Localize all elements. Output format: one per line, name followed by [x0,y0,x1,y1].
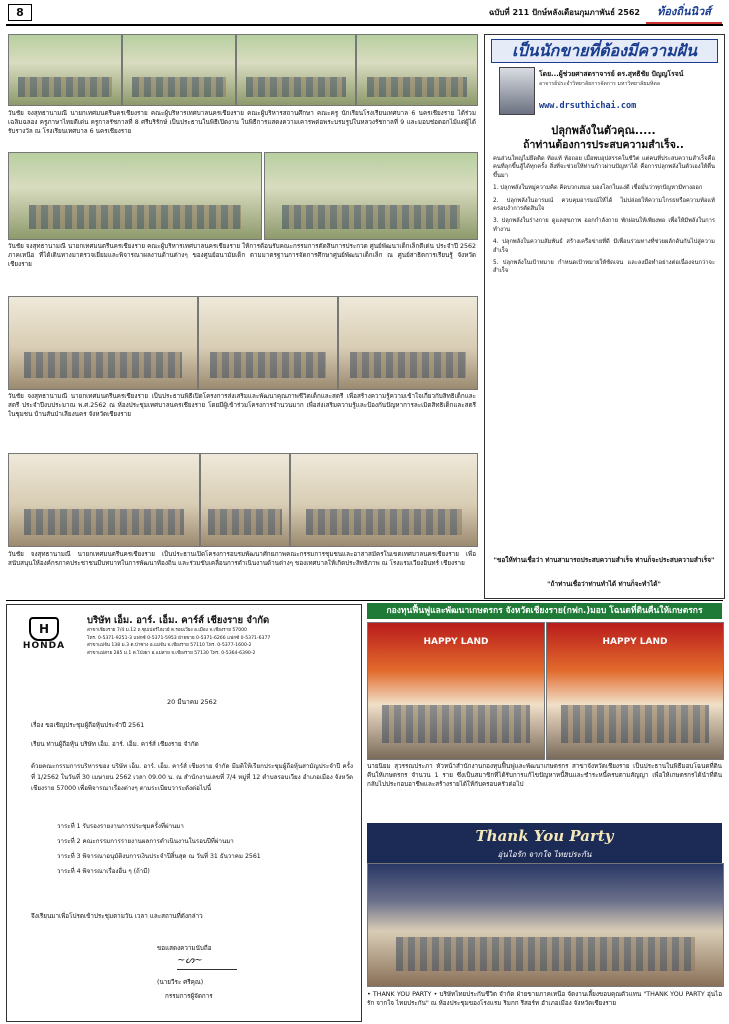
photo-party [367,863,724,987]
column-article [484,34,725,599]
agenda-item: วาระที่ 3 พิจารณาอนุมัติงบการเงินประจำปีสิ้นสุด ณ วันที่ 31 ธันวาคม 2561 [57,853,261,860]
headline-1: ปลุกพลังในตัวคุณ..... [551,124,656,137]
letter-recipient: เรียน ท่านผู้ถือหุ้น บริษัท เอ็ม. อาร์. เอ็ม. คาร์ส์ เชียงราย จำกัด [31,741,199,748]
column-body [493,155,715,280]
thank-you-caption: • THANK YOU PARTY • บริษัทไทยประกันชีวิต จำกัด ฝ่ายขายภาคเหนือ จัดงานเลี้ยงขอบคุณตัวแทน "THANK YOU PARTY อุ่นไอรัก จากใจ ไทยประกัน" ณ ห้องประชุมของโรงแรม ริมกก รีสอร์ท อำเภอเมือง จังหวัดเชียงราย [367,991,722,1007]
column-para: 2. ปลุกพลังในอารมณ์ ควบคุมอารมณ์ให้ได้ ไม่ปล่อยให้ความโกรธหรือความท้อแท้ครอบงำการตัดสินใจ [493,197,715,213]
happy-land-banner: HAPPY LAND [423,637,489,647]
caption-2: วันชัย จงสุทธานามณี นายกเทศมนตรีนครเชียงราย คณะผู้บริหารเทศบาลนครเชียงราย ให้การต้อนรับคณะกรรมการตัดสินการประกวด ศูนย์พัฒนาเด็กเล็กดีเด่น ประจำปี 2562 ภาคเหนือ ที่ได้เดินทางมาตรวจเยี่ยมและพิจารณาผลงานด้านต่างๆ ของศูนย์อนามัยเด็ก ตามมาตรฐานการจัดการศึกษาศูนย์พัฒนาเด็กเล็ก ณ ศูนย์สาธิตการเรียนรู้ จังหวัดเชียงราย [8,243,476,268]
photo-event-3 [338,296,478,390]
photo-deed-2 [546,622,724,760]
header-rule [6,24,723,26]
agenda-item: วาระที่ 4 พิจารณาเรื่องอื่น ๆ (ถ้ามี) [57,868,150,875]
thank-you-banner [367,823,722,863]
honda-wing-icon: H [29,617,59,641]
column-para: 4. ปลุกพลังในความสัมพันธ์ สร้างเครือข่ายที่ดี มีเพื่อนร่วมทางที่ช่วยผลักดันกันไปสู่ความสำเร็จ [493,239,715,254]
photo-inspection-1 [8,152,262,240]
photo-inspection-2 [264,152,478,240]
column-para: 1. ปลุกพลังในหมู่ความคิด คิดบวกเสมอ มองโลกในแง่ดี เชื่อมั่นว่าทุกปัญหามีทางออก [493,185,703,192]
headline-2: ถ้าท่านต้องการประสบความสำเร็จ.. [523,139,684,151]
masthead-logo: ท้องถิ่นนิวส์ [646,2,722,24]
signer-name: (นายวีระ ศรีคุณ) [157,979,204,986]
honda-letter [6,604,362,1022]
signer-title: กรรมการผู้จัดการ [165,993,213,1000]
letter-subject: เรื่อง ขอเชิญประชุมผู้ถือหุ้นประจำปี 2561 [31,722,145,729]
letter-body: ด้วยคณะกรรมการบริหารของ บริษัท เอ็ม. อาร์. เอ็ม. คาร์ส์ เชียงราย จำกัด มีมติให้เรียกประชุมผู้ถือหุ้นสามัญประจำปี ครั้งที่ 1/2562 ในวันที่ 30 เมษายน 2562 เวลา 09.00 น. ณ สำนักงานเลขที่ 7/4 หมู่ที่ 12 ตำบลรอบเวียง อำเภอเมือง จังหวัดเชียงราย 57000 เพื่อพิจารณาเรื่องต่างๆ ตามระเบียบวาระดังต่อไปนี้ [31,763,353,792]
address-block [87,627,357,657]
agenda-item: วาระที่ 2 คณะกรรมการรายงานผลการดำเนินงานในรอบปีที่ผ่านมา [57,838,234,845]
address-line: สาขาเชียงราย 7/4 ม.12 ถ.ซุปเปอร์ไฮเวย์ ต.รอบเวียง อ.เมือง จ.เชียงราย 57000 [87,628,247,633]
photo-event-2 [198,296,338,390]
photo-ceremony-2 [122,34,236,106]
thank-you-title: Thank You Party [475,827,614,845]
column-para: 3. ปลุกพลังในร่างกาย ดูแลสุขภาพ ออกกำลังกาย พักผ่อนให้เพียงพอ เพื่อให้มีพลังในการทำงาน [493,218,715,233]
quote-2: "ถ้าท่านเชื่อว่าท่านทำได้ ท่านก็จะทำได้" [547,580,661,588]
fund-headline: กองทุนฟื้นฟูและพัฒนาเกษตรกร จังหวัดเชียงราย(กฟก.)มอบ โฉนดที่ดินคืนให้เกษตรกร [367,603,722,619]
photo-training-2 [200,453,290,547]
signature: ~ᔕ~ [177,955,237,970]
page-number: 8 [8,4,32,21]
honda-logo [17,617,71,653]
section-divider [6,600,723,601]
author-name: โดย...ผู้ช่วยศาสตราจารย์ ดร.สุทธิชัย ปัญญโรจน์ [539,70,684,78]
quote-1: "ขอให้ท่านเชื่อว่า ท่านสามารถประสบความสำเร็จ ท่านก็จะประสบความสำเร็จ" [493,556,715,564]
address-line: สาขาแม่จัน 138 ม.3 ต.ป่าซาง อ.แม่จัน จ.เชียงราย 57110 โทร. 0-5377-1600-2 [87,643,252,648]
caption-4: วันชัย จงสุทธานามณี นายกเทศมนตรีนครเชียงราย เป็นประธานเปิดโครงการอบรมพัฒนาศักยภาพคณะกรรมการชุมชนและอาสาสมัครในเขตเทศบาลนครเชียงราย เพื่อสนับสนุนให้องค์กรภาคประชาชนมีบทบาทในการพัฒนาท้องถิ่น และร่วมขับเคลื่อนการดำเนินงานด้านต่างๆ ของเทศบาลให้เกิดประสิทธิภาพ ณ โรงแรมเวียงอินทร์ เชียงราย [8,551,476,567]
agenda-list [57,819,353,879]
happy-land-banner: HAPPY LAND [602,637,668,647]
photo-deed-1 [367,622,545,760]
fund-caption: นายนิยม สุวรรณประภา หัวหน้าสำนักงานกองทุนฟื้นฟูและพัฒนาเกษตรกร สาขาจังหวัดเชียงราย เป็นประธานในพิธีมอบโฉนดที่ดินคืนให้เกษตรกร จำนวน 1 ราย ซึ่งเป็นสมาชิกที่ได้รับการแก้ไขปัญหาหนี้สินและชำระหนี้ครบตามสัญญา เพื่อให้เกษตรกรได้นำที่ดินกลับไปประกอบอาชีพและสร้างรายได้ให้กับครอบครัวต่อไป [367,763,722,788]
photo-event-1 [8,296,198,390]
column-para: คนส่วนใหญ่ไม่ยึดติด ท้อแท้ ท้อถอย เมื่อพบอุปสรรคในชีวิต แต่คนที่ประสบความสำเร็จคือคนที่ลุกขึ้นสู้ได้ทุกครั้ง สิ่งที่จะช่วยให้ท่านก้าวผ่านปัญหาได้ คือการปลุกพลังในตัวเองให้ตื่นขึ้นมา [493,156,715,179]
letter-date: 20 มีนาคม 2562 [167,698,217,706]
author-photo [499,67,535,115]
company-name: บริษัท เอ็ม. อาร์. เอ็ม. คาร์ส์ เชียงราย จำกัด [87,615,270,626]
photo-ceremony-4 [356,34,478,106]
photo-training-3 [290,453,478,547]
caption-3: วันชัย จงสุทธานามณี นายกเทศมนตรีนครเชียงราย เป็นประธานพิธีเปิดโครงการส่งเสริมและพัฒนาคุณภาพชีวิตเด็กและสตรี เพื่อสร้างความรู้ความเข้าใจเกี่ยวกับสิทธิเด็กและสตรี ประจำปีงบประมาณ พ.ศ.2562 ณ ห้องประชุมเทศบาลนครเชียงราย โดยมีผู้เข้าร่วมโครงการจำนวนมาก เพื่อส่งเสริมความรู้และป้องกันปัญหาการละเมิดสิทธิเด็กและสตรีในชุมชน บ้านสันป่าเลียงนคร จังหวัดเชียงราย [8,393,476,418]
letter-closing: จึงเรียนมาเพื่อโปรดเข้าประชุมตามวัน เวลา และสถานที่ดังกล่าว [31,913,203,920]
address-line: โทร. 0-5371-9251-3 แฟกซ์ 0-5371-5953 ฝ่ายขาย 0-5371-6266 แฟกซ์ 0-5371-6377 [87,635,271,641]
letter-regards: ขอแสดงความนับถือ [157,945,212,952]
photo-ceremony-3 [236,34,356,106]
thank-you-subtitle: อุ่นไอรัก จากใจ ไทยประกัน [497,850,592,859]
author-role: อาจารย์ประจำวิทยาลัยการจัดการ มหาวิทยาลัยมหิดล [539,81,661,87]
column-banner-title: เป็นนักขายที่ต้องมีความฝัน [512,41,697,60]
column-para: 5. ปลุกพลังในเป้าหมาย กำหนดเป้าหมายให้ชัดเจน และลงมือทำอย่างต่อเนื่องจนกว่าจะสำเร็จ [493,260,715,275]
photo-training-1 [8,453,200,547]
caption-1: วันชัย จงสุทธานามณี นายกเทศมนตรีนครเชียงราย คณะผู้บริหารเทศบาลนครเชียงราย คณะผู้บริหารสถานศึกษา คณะครู นักเรียนโรงเรียนเทศบาล 6 นครเชียงราย ได้ร่วมเฉลิมฉลอง ครูภาษาไทยดีเด่น ครูกาลรัชกาลที่ 8 ศรีบริรักษ์ เป็นประธานในพิธีเปิดงาน ในพิธีการแสดงความเคารพต่อพระบรมรูปในหลวงรัชกาลที่ 9 และมอบช่อดอกไม้แด่ผู้ได้รับรางวัล ณ โรงเรียนเทศบาล 6 นครเชียงราย [8,110,476,135]
column-banner [491,39,718,63]
website: www.drsuthichai.com [539,101,637,111]
agenda-item: วาระที่ 1 รับรองรายงานการประชุมครั้งที่ผ่านมา [57,823,184,830]
issue-line: ฉบับที่ 211 ปักษ์หลังเดือนกุมภาพันธ์ 2562 [488,8,640,17]
photo-ceremony-1 [8,34,122,106]
address-line: สาขาแม่สาย 285 ม.1 ต.โป่งผา อ.แม่สาย จ.เชียงราย 57130 โทร. 0-5364-6390-2 [87,650,256,656]
honda-brand: HONDA [22,641,66,651]
